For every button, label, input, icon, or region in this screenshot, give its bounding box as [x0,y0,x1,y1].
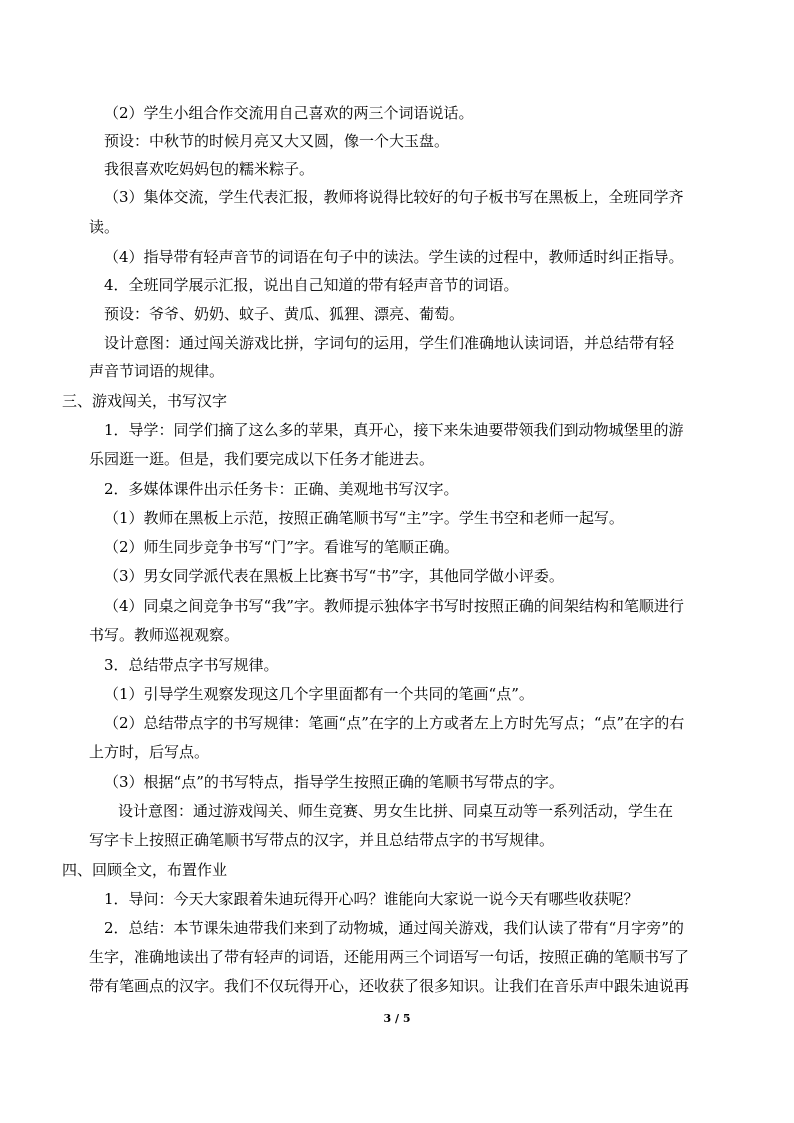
text-line: （3）集体交流，学生代表汇报，教师将说得比较好的句子板书写在黑板上，全班同学齐 [104,188,684,206]
text-line: 4．全班同学展示汇报，说出自己知道的带有轻声音节的词语。 [104,276,519,294]
text-line: 生字，准确地读出了带有轻声的词语，还能用两三个词语写一句话，按照正确的笔顺书写了 [89,948,690,966]
text-line: 设计意图：通过游戏闯关、师生竞赛、男女生比拼、同桌互动等一系列活动，学生在 [118,802,674,820]
text-line: （3）根据“点”的书写特点，指导学生按照正确的笔顺书写带点的字。 [104,773,564,791]
text-line: 2．多媒体课件出示任务卡：正确、美观地书写汉字。 [104,480,459,498]
text-line: 书写。教师巡视观察。 [89,626,240,644]
text-line: 2．总结：本节课朱迪带我们来到了动物城，通过闯关游戏，我们认读了带有“月字旁”的 [104,919,684,937]
text-line: 声音节词语的规律。 [89,362,225,380]
text-line: 3．总结带点字书写规律。 [104,656,279,674]
text-line: 写字卡上按照正确笔顺书写带点的汉字，并且总结带点字的书写规律。 [89,831,555,849]
text-line: 读。 [89,218,120,236]
text-line: （1）教师在黑板上示范，按照正确笔顺书写“主”字。学生书空和老师一起写。 [104,509,624,527]
text-line: 三、游戏闯关，书写汉字 [62,392,228,410]
text-line: 上方时，后写点。 [89,743,210,761]
text-line: （4）指导带有轻声音节的词语在句子中的读法。学生读的过程中，教师适时纠正指导。 [104,248,684,266]
text-line: 四、回顾全文，布置作业 [62,861,228,879]
text-line: （2）学生小组合作交流用自己喜欢的两三个词语说话。 [104,104,474,122]
text-line: 乐园逛一逛。但是，我们要完成以下任务才能进去。 [89,450,435,468]
text-line: （2）师生同步竞争书写“门”字。看谁写的笔顺正确。 [104,538,459,556]
text-line: 我很喜欢吃妈妈包的糯米粽子。 [104,160,315,178]
text-line: 预设：中秋节的时候月亮又大又圆，像一个大玉盘。 [104,132,450,150]
page-number: 3 / 5 [383,1012,411,1025]
text-line: 设计意图：通过闯关游戏比拼，字词句的运用，学生们准确地认读词语，并总结带有轻 [104,334,675,352]
text-line: 1．导学：同学们摘了这么多的苹果，真开心，接下来朱迪要带领我们到动物城堡里的游 [104,421,684,439]
text-line: 带有笔画点的汉字。我们不仅玩得开心，还收获了很多知识。让我们在音乐声中跟朱迪说再 [89,977,690,995]
text-line: 预设：爷爷、奶奶、蚊子、黄瓜、狐狸、漂亮、葡萄。 [104,305,465,323]
text-line: （2）总结带点字的书写规律：笔画“点”在字的上方或者左上方时先写点；“点”在字的右 [104,714,685,732]
text-line: （3）男女同学派代表在黑板上比赛书写“书”字，其他同学做小评委。 [104,567,564,585]
text-line: （4）同桌之间竞争书写“我”字。教师提示独体字书写时按照正确的间架结构和笔顺进行 [104,597,684,615]
text-line: 1．导问：今天大家跟着朱迪玩得开心吗？谁能向大家说一说今天有哪些收获呢？ [104,890,639,908]
text-line: （1）引导学生观察发现这几个字里面都有一个共同的笔画“点”。 [104,685,534,703]
